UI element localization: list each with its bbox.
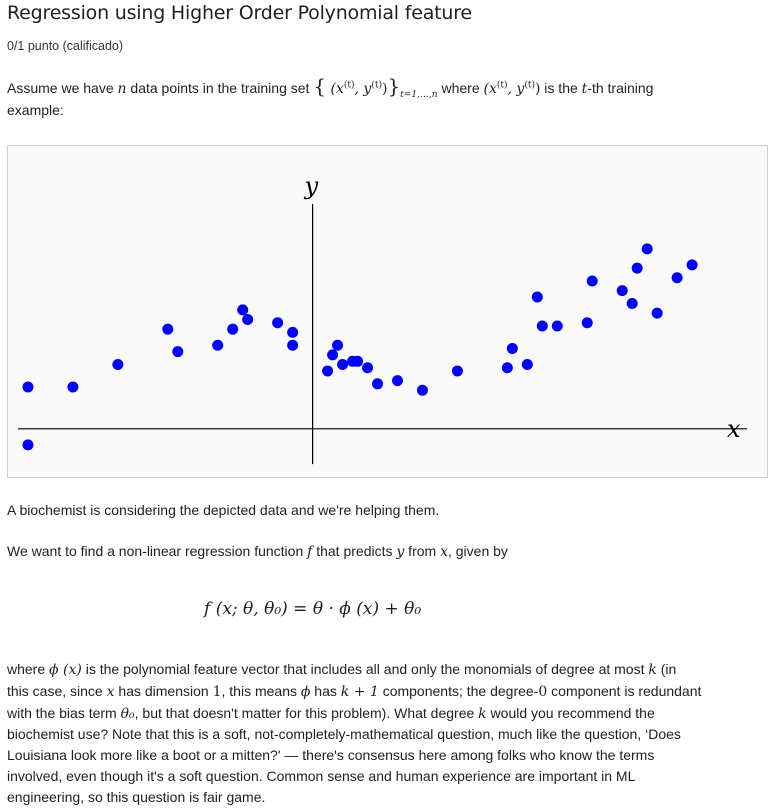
data-point (632, 263, 643, 274)
body-paragraph: where ϕ (x) is the polynomial feature vector that includes all and only the monomials of degree at most k (in this case, since x has dimension 1, this means ϕ has k + 1 components; the degree-0 component is redundant with the bias term θ₀, but that doesn't matter for this problem). What degree k would you recommend the biochemist use? Note that this is a soft, not-completely-mathematical question, much like the question, ‘Does Louisiana look more like a boot or a mitten?' — there's consensus here among folks who know the terms involved, even though it's a soft question. Common sense and human experience are important in ML engineering, so this question is fair game. (7, 661, 702, 805)
data-point (212, 340, 223, 351)
data-point (337, 359, 348, 370)
data-points (22, 243, 697, 450)
data-point (617, 285, 628, 296)
data-point (627, 298, 638, 309)
data-point (352, 356, 363, 367)
data-point (687, 259, 698, 270)
data-point (672, 272, 683, 283)
data-point (22, 382, 33, 393)
data-point (502, 362, 513, 373)
data-point (417, 385, 428, 396)
intro-paragraph: Assume we have n data points in the training set { ($x^{(t)}$, $y^{(t)})\}_{t=1,\dots,n}$ where ($x^{(t)}$, $y^{(t)}$) is the t-th training example: (7, 74, 654, 118)
scatter-figure (7, 145, 768, 478)
data-point (22, 439, 33, 450)
question-title: Regression using Higher Order Polynomial feature (7, 2, 472, 24)
y-axis-label: y (304, 171, 319, 200)
data-point (642, 243, 653, 254)
data-point (537, 320, 548, 331)
score-label: 0/1 punto (calificado) (7, 39, 124, 53)
data-point (332, 340, 343, 351)
data-point (652, 308, 663, 319)
data-point (162, 324, 173, 335)
data-point (242, 314, 253, 325)
data-point (112, 359, 123, 370)
data-point (67, 382, 78, 393)
scatter-plot (8, 146, 767, 477)
data-point (522, 359, 533, 370)
data-point (237, 304, 248, 315)
data-point (587, 275, 598, 286)
data-point (552, 320, 563, 331)
x-axis-label: x (727, 414, 741, 443)
data-point (287, 327, 298, 338)
regression-formula: f (x; θ, θ₀) = θ · ϕ (x) + θ₀ (204, 599, 422, 619)
description-line1: A biochemist is considering the depicted data and we're helping them. (7, 502, 440, 518)
data-point (452, 365, 463, 376)
data-point (287, 340, 298, 351)
description-line2: We want to find a non-linear regression function f that predicts y from x, given by (7, 543, 508, 560)
data-point (172, 346, 183, 357)
data-point (507, 343, 518, 354)
data-point (582, 317, 593, 328)
data-point (532, 292, 543, 303)
data-point (392, 375, 403, 386)
data-point (362, 362, 373, 373)
data-point (272, 317, 283, 328)
data-point (327, 349, 338, 360)
data-point (227, 324, 238, 335)
data-point (322, 365, 333, 376)
data-point (372, 378, 383, 389)
